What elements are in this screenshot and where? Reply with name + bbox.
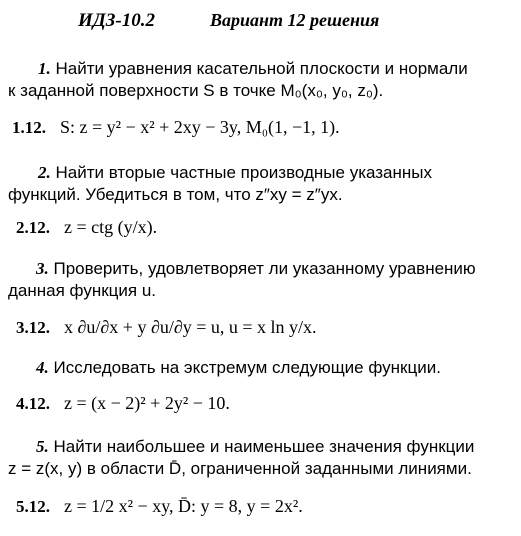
task-2-text-line2: функций. Убедиться в том, что z″xy = z″yx. [8, 185, 343, 204]
task-3-item-label: 3.12. [16, 318, 50, 337]
task-1-number: 1. [38, 59, 51, 78]
task-3-number: 3. [36, 259, 49, 278]
task-3-text-line1: Проверить, удовлетворяет ли указанному уравнению [53, 259, 476, 278]
page-title: ИДЗ-10.2 [78, 10, 156, 31]
task-5-statement [36, 436, 491, 458]
task-3-statement [36, 258, 491, 280]
task-5-number: 5. [36, 437, 49, 456]
task-2-text-line1: Найти вторые частные производные указанных [55, 163, 433, 182]
task-4-text-line1: Исследовать на экстремум следующие функции. [53, 358, 441, 377]
task-1-text-line1: Найти уравнения касательной плоскости и нормали [55, 59, 468, 78]
task-2-statement [38, 162, 493, 184]
task-4-item-formula: z = (x − 2)² + 2y² − 10. [64, 393, 230, 413]
task-3-item-formula: x ∂u/∂x + y ∂u/∂y = u, u = x ln y/x. [64, 317, 317, 337]
task-1-text-line2: к заданной поверхности S в точке M₀(x₀, y₀, z₀). [8, 81, 384, 100]
task-1-statement [38, 58, 493, 80]
task-4-statement [36, 357, 441, 379]
task-1-item-label: 1.12. [12, 118, 46, 137]
task-2-item-label: 2.12. [16, 218, 50, 237]
task-3-item [16, 317, 317, 338]
task-1-item [12, 117, 340, 138]
task-2-number: 2. [38, 163, 51, 182]
task-4-number: 4. [36, 358, 49, 377]
variant-label: Вариант 12 решения [210, 10, 380, 30]
task-1-item-formula: S: z = y² − x² + 2xy − 3y, M₀(1, −1, 1). [60, 117, 340, 137]
task-2-item-formula: z = ctg (y/x). [64, 217, 158, 237]
task-4-item [16, 393, 230, 414]
task-5-item [16, 496, 303, 517]
task-5-text-line2: z = z(x, y) в области D̄, ограниченной заданными линиями. [8, 459, 472, 478]
task-3-text-line2: данная функция u. [8, 281, 156, 300]
task-5-text-line1: Найти наибольшее и наименьшее значения функции [53, 437, 475, 456]
task-5-item-label: 5.12. [16, 497, 50, 516]
task-5-item-formula: z = 1/2 x² − xy, D̄: y = 8, y = 2x². [64, 496, 303, 516]
task-2-item [16, 217, 157, 238]
task-4-item-label: 4.12. [16, 394, 50, 413]
